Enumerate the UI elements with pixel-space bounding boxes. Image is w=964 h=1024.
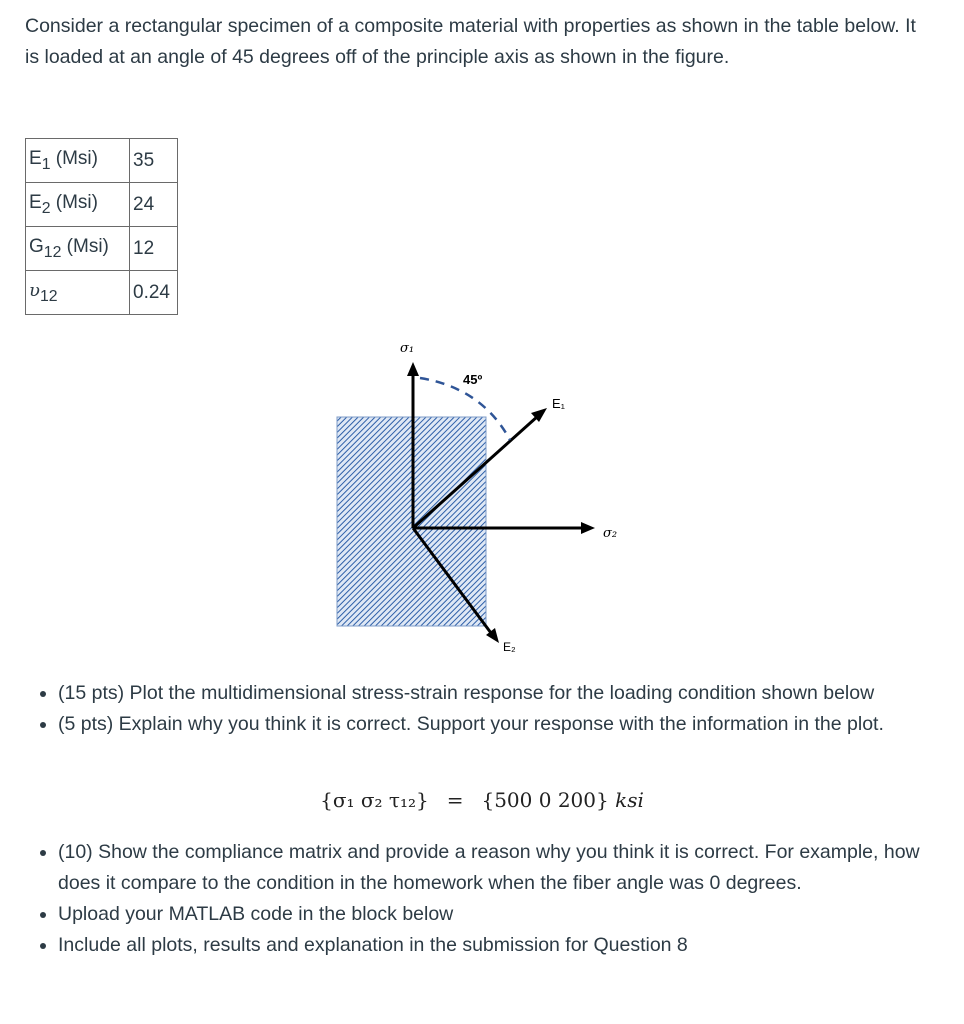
property-unit: (Msi) <box>61 235 109 257</box>
property-label <box>26 139 130 183</box>
list-item: • Include all plots, results and explanation in the submission for Question 8 <box>58 930 963 961</box>
list-item: • Upload your MATLAB code in the block below <box>58 899 963 930</box>
properties-table <box>25 138 178 315</box>
property-subscript: 1 <box>41 155 51 173</box>
equation-rhs: {500 0 200} <box>481 788 609 812</box>
table-row <box>26 227 178 271</box>
property-label <box>26 227 130 271</box>
sigma2-arrowhead <box>581 522 595 534</box>
property-symbol: υ <box>29 279 40 301</box>
property-value: 12 <box>130 227 178 271</box>
stress-equation <box>0 788 964 812</box>
intro-paragraph: Consider a rectangular specimen of a composite material with properties as shown in the table below. It is loaded at an angle of 45 degrees off of the principle axis as shown in the figure. <box>25 15 916 68</box>
table-row <box>26 183 178 227</box>
table-row <box>26 271 178 315</box>
list-item: • (10) Show the compliance matrix and provide a reason why you think it is correct. For example, how does it compare to the condition in the homework when the fiber angle was 0 degrees. <box>58 837 963 899</box>
property-unit: (Msi) <box>50 191 98 213</box>
task-list-part1 <box>34 678 963 740</box>
e2-label: E₂ <box>503 640 516 654</box>
property-subscript: 12 <box>43 243 62 261</box>
property-unit: (Msi) <box>50 147 98 169</box>
property-value: 35 <box>130 139 178 183</box>
sigma1-arrowhead <box>407 362 419 376</box>
equation-equals: = <box>446 788 464 812</box>
property-value: 24 <box>130 183 178 227</box>
property-symbol: E <box>29 191 42 213</box>
property-subscript: 2 <box>41 199 51 217</box>
property-label <box>26 183 130 227</box>
property-label <box>26 271 130 315</box>
property-symbol: G <box>29 235 44 257</box>
sigma2-label: σ₂ <box>603 526 618 541</box>
equation-lhs: {σ₁ σ₂ τ₁₂} <box>320 788 429 812</box>
property-symbol: E <box>29 147 42 169</box>
property-value: 0.24 <box>130 271 178 315</box>
sigma1-label: σ₁ <box>400 341 415 356</box>
list-item: • (15 pts) Plot the multidimensional stress-strain response for the loading condition shown below <box>58 678 963 709</box>
loading-diagram <box>320 330 630 660</box>
equation-unit: ksi <box>615 788 644 812</box>
list-item: • (5 pts) Explain why you think it is correct. Support your response with the information in the plot. <box>58 709 963 740</box>
table-row <box>26 139 178 183</box>
angle-label: 45º <box>463 372 483 387</box>
e1-label: E₁ <box>552 396 566 411</box>
task-list-part2 <box>34 837 963 961</box>
property-subscript: 12 <box>39 287 58 305</box>
